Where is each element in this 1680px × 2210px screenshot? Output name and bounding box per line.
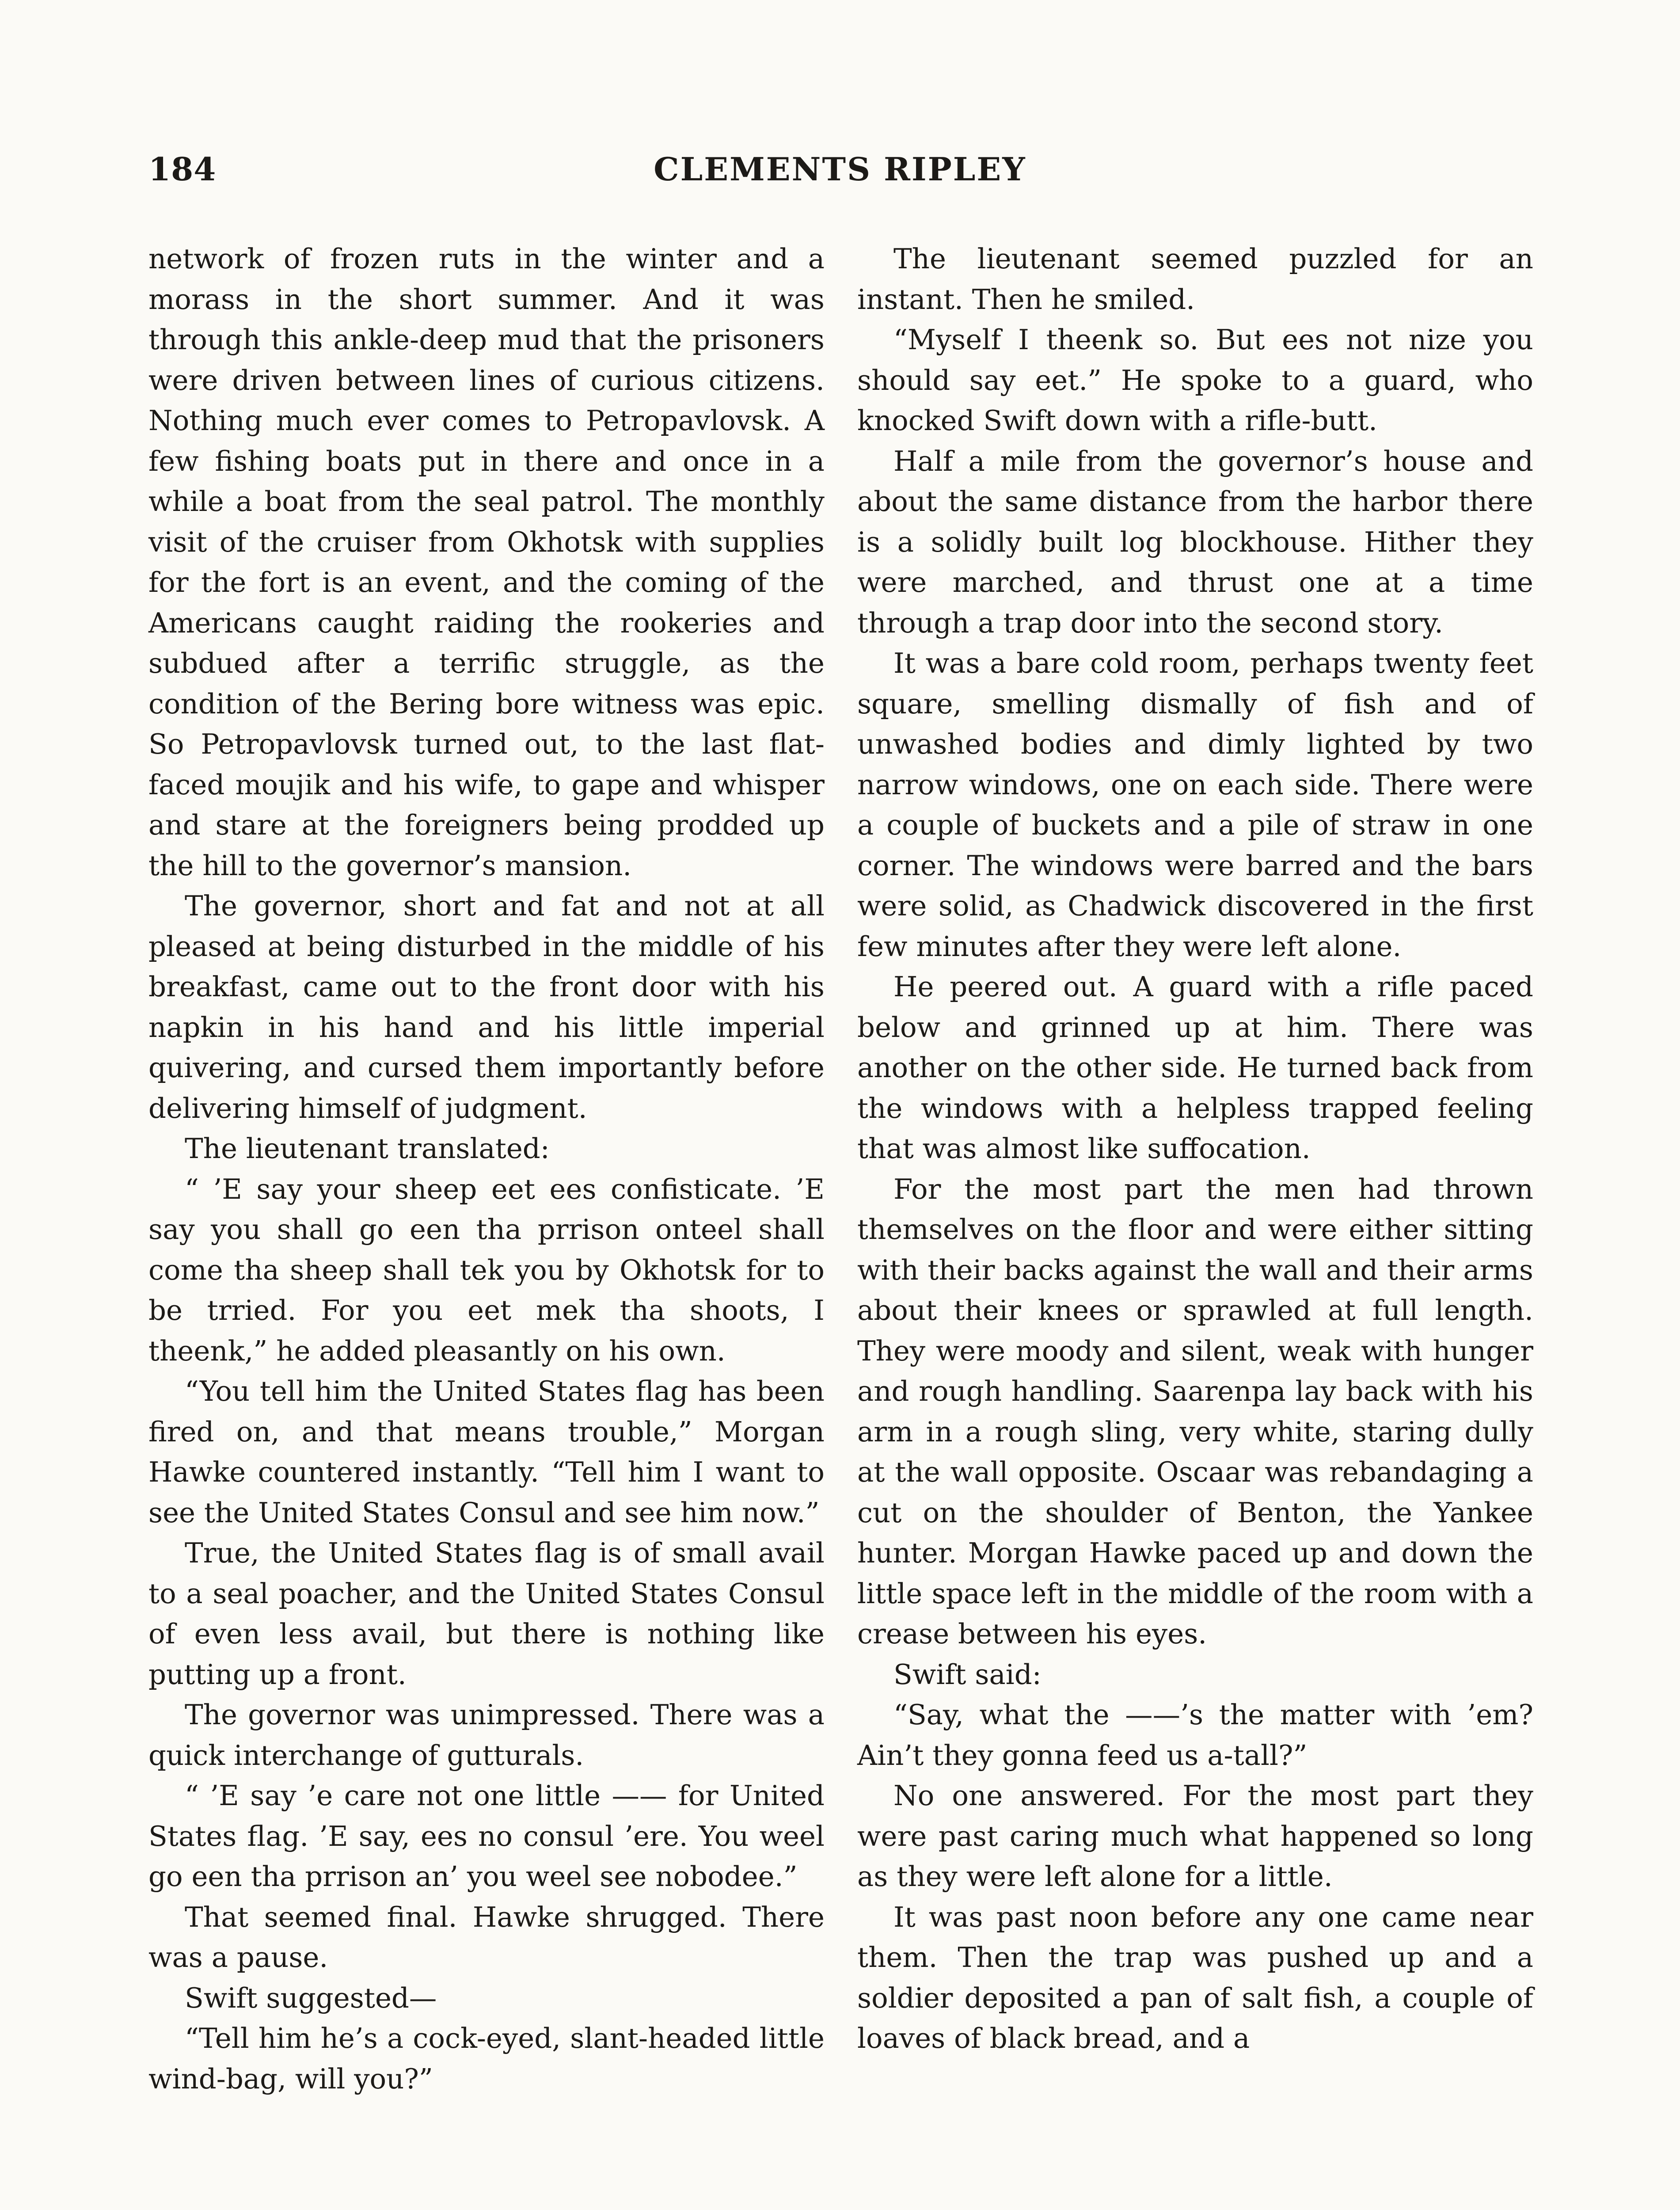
paragraph: For the most part the men had thrown themselves on the floor and were either sitting with their backs against the wall and their arms about their knees or sprawled at full length. They were moody and silent, weak with hunger and rough handling. Saarenpa lay back with his arm in a rough sling, very white, staring dully at the wall opposite. Oscaar was rebandaging a cut on the shoulder of Benton, the Yankee hunter. Morgan Hawke paced up and down the little space left in the middle of the room with a crease between his eyes. [857,1173,1533,1650]
left-column [148,239,825,2099]
paragraph: “ ’E say ’e care not one little —— for United States flag. ’E say, ees no consul ’ere. You weel go een tha prrison an’ you weel see nobodee.” [148,1779,825,1893]
paragraph: network of frozen ruts in the winter and a morass in the short summer. And it was through this ankle-deep mud that the prisoners were driven between lines of curious citizens. Nothing much ever comes to Petropavlovsk. A few fishing boats put in there and once in a while a boat from the seal patrol. The monthly visit of the cruiser from Okhotsk with supplies for the fort is an event, and the coming of the Americans caught raiding the rookeries and subdued after a terrific struggle, as the condition of the Bering bore witness was epic. So Petropavlovsk turned out, to the last flat-faced moujik and his wife, to gape and whisper and stare at the foreigners being prodded up the hill to the governor’s mansion. [148,243,825,882]
paragraph: “Say, what the ——’s the matter with ’em? Ain’t they gonna feed us a-tall?” [857,1699,1533,1772]
paragraph: He peered out. A guard with a rifle paced below and grinned up at him. There was another on the other side. He turned back from the windows with a helpless trapped feeling that was almost like suffocation. [857,971,1533,1165]
paragraph: It was past noon before any one came near them. Then the trap was pushed up and a soldier deposited a pan of salt fish, a couple of loaves of black bread, and a [857,1901,1533,2054]
paragraph: “Tell him he’s a cock-eyed, slant-headed little wind-bag, will you?” [148,2022,825,2095]
paragraph: “ ’E say your sheep eet ees confisticate. ’E say you shall go een tha prrison onteel shall come tha sheep shall tek you by Okhotsk for to be trried. For you eet mek tha shoots, I theenk,” he added pleasantly on his own. [148,1173,825,1367]
paragraph: “You tell him the United States flag has been fired on, and that means trouble,” Morgan Hawke countered instantly. “Tell him I want to see the United States Consul and see him now.” [148,1375,825,1529]
running-head: CLEMENTS RIPLEY [654,150,1026,188]
paragraph: That seemed final. Hawke shrugged. There was a pause. [148,1901,825,1974]
paragraph: Swift said: [893,1658,1041,1691]
paragraph: The lieutenant translated: [185,1132,550,1165]
paragraph: The governor, short and fat and not at all pleased at being disturbed in the middle of his breakfast, came out to the front door with his napkin in his hand and his little imperial quivering, and cursed them importantly before delivering himself of judgment. [148,890,825,1124]
paragraph: Swift suggested— [185,1981,437,2014]
page-header [0,150,1680,199]
paragraph: “Myself I theenk so. But ees not nize you should say eet.” He spoke to a guard, who knocked Swift down with a rifle-butt. [857,324,1533,437]
paragraph: The governor was unimpressed. There was a quick interchange of gutturals. [148,1699,825,1772]
paragraph: The lieutenant seemed puzzled for an instant. Then he smiled. [857,243,1533,316]
page-number: 184 [148,150,217,188]
paragraph: True, the United States flag is of small avail to a seal poacher, and the United States Consul of even less avail, but there is nothing like putting up a front. [148,1537,825,1691]
paragraph: No one answered. For the most part they were past caring much what happened so long as they were left alone for a little. [857,1779,1533,1893]
paragraph: Half a mile from the governor’s house and about the same distance from the harbor there is a solidly built log blockhouse. Hither they were marched, and thrust one at a time through a trap door into the second story. [857,445,1533,639]
right-column [857,239,1533,2059]
paragraph: It was a bare cold room, perhaps twenty feet square, smelling dismally of fish and of unwashed bodies and dimly lighted by two narrow windows, one on each side. There were a couple of buckets and a pile of straw in one corner. The windows were barred and the bars were solid, as Chadwick discovered in the first few minutes after they were left alone. [857,647,1533,963]
